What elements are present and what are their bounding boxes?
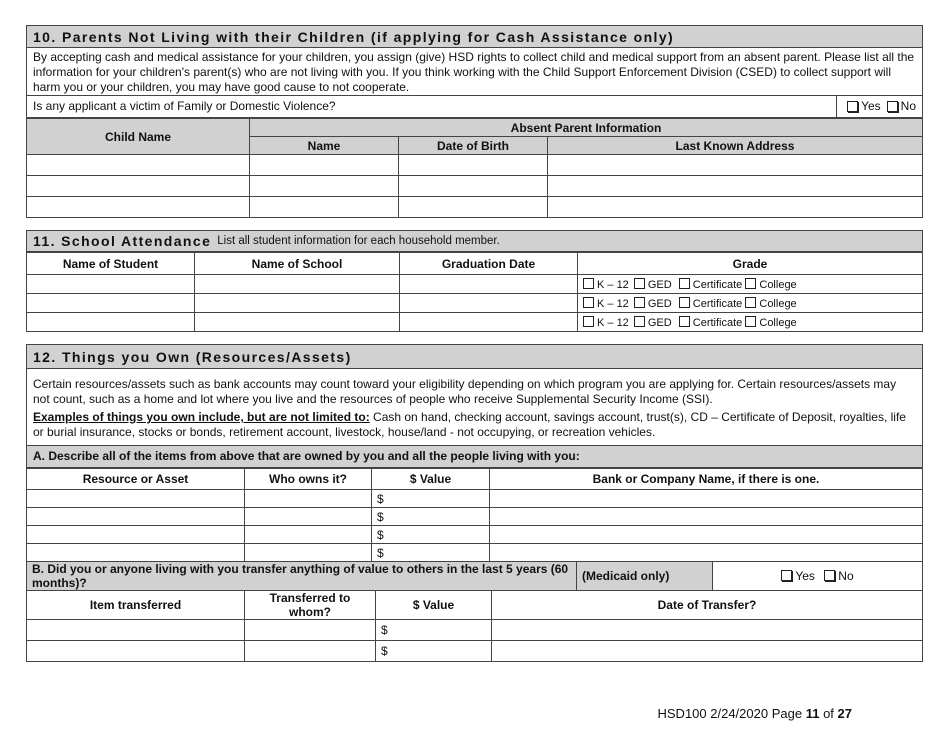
section-12-heading xyxy=(26,344,923,369)
table-row xyxy=(27,176,923,197)
cert-checkbox[interactable] xyxy=(679,316,690,327)
ged-checkbox[interactable] xyxy=(634,316,645,327)
table-row: $ xyxy=(27,641,923,662)
table-row: $ xyxy=(27,508,923,526)
table-row: $ xyxy=(27,620,923,641)
examples-label: Examples of things you own include, but are not limited to: xyxy=(33,410,370,424)
section-12-title: 12. Things you Own (Resources/Assets) xyxy=(33,348,352,365)
table-row: $ xyxy=(27,490,923,508)
section-11-subtitle: List all student information for each household member. xyxy=(217,235,500,247)
college-checkbox[interactable] xyxy=(745,297,756,308)
table-row xyxy=(27,313,923,332)
col-owner: Who owns it? xyxy=(245,469,372,490)
section-11-title: 11. School Attendance xyxy=(33,233,212,249)
table-row: $ xyxy=(27,544,923,562)
col-absent-parent: Absent Parent Information xyxy=(250,119,923,137)
col-resource: Resource or Asset xyxy=(27,469,245,490)
college-checkbox[interactable] xyxy=(745,316,756,327)
transfer-question xyxy=(26,562,923,591)
violence-yes-checkbox[interactable] xyxy=(847,101,858,112)
section-12-description xyxy=(26,369,923,446)
col-parent-name: Name xyxy=(250,137,399,155)
table-row xyxy=(27,155,923,176)
transfers-table xyxy=(26,591,923,662)
violence-options xyxy=(836,96,916,118)
section-11-heading xyxy=(26,230,923,252)
violence-question: Is any applicant a victim of Family or Domestic Violence? xyxy=(33,99,336,113)
transfer-yes-checkbox[interactable] xyxy=(781,570,792,581)
col-grad: Graduation Date xyxy=(400,253,578,275)
col-date: Date of Transfer? xyxy=(492,591,923,620)
col-grade: Grade xyxy=(578,253,923,275)
table-row xyxy=(27,197,923,218)
violence-question-row xyxy=(26,96,923,118)
col-bank: Bank or Company Name, if there is one. xyxy=(490,469,923,490)
k12-checkbox[interactable] xyxy=(583,297,594,308)
section-11 xyxy=(26,230,923,332)
grade-options: K – 12 GED Certificate College xyxy=(578,275,923,294)
col-child-name: Child Name xyxy=(27,119,250,155)
transfer-no-checkbox[interactable] xyxy=(824,570,835,581)
col-student: Name of Student xyxy=(27,253,195,275)
assets-table xyxy=(26,468,923,562)
section-12-para: Certain resources/assets such as bank accounts may count toward your eligibility depending on which program you are applying for. Certain resources/assets may not count, such as a home and lot where you live and the resources of people who receive Supplemental Security Income (SSI). xyxy=(33,377,897,406)
section-10-title: 10. Parents Not Living with their Children (if applying for Cash Assistance only) xyxy=(33,28,675,45)
part-b-question: B. Did you or anyone living with you transfer anything of value to others in the last 5 years (60 months)? xyxy=(27,562,577,591)
ged-checkbox[interactable] xyxy=(634,297,645,308)
violence-no-label: No xyxy=(900,99,916,113)
footer-form: HSD100 2/24/2020 Page xyxy=(657,706,803,721)
college-checkbox[interactable] xyxy=(745,278,756,289)
col-item: Item transferred xyxy=(27,591,245,620)
table-row xyxy=(27,294,923,313)
school-table xyxy=(26,252,923,332)
footer-page: 11 xyxy=(805,706,820,721)
cert-checkbox[interactable] xyxy=(679,278,690,289)
violence-yes-label: Yes xyxy=(861,99,881,113)
page-footer xyxy=(658,706,853,721)
grade-options: K – 12 GED Certificate College xyxy=(578,294,923,313)
grade-options: K – 12 GED Certificate College xyxy=(578,313,923,332)
part-a-heading: A. Describe all of the items from above that are owned by you and all the people living with you: xyxy=(26,446,923,468)
table-row xyxy=(27,275,923,294)
col-school: Name of School xyxy=(195,253,400,275)
section-10 xyxy=(26,25,923,218)
section-10-intro: By accepting cash and medical assistance for your children, you assign (give) HSD rights to collect child and medical support from an absent parent. Please list all the information for your children's parent(s) who are not living with you. If you think working with the Child Support Enforcement Division (CSED) to collect support will harm you or your children, you may have good cause to not cooperate. xyxy=(26,48,923,96)
ged-checkbox[interactable] xyxy=(634,278,645,289)
section-12-examples xyxy=(33,410,916,440)
medicaid-only: (Medicaid only) xyxy=(577,562,713,591)
section-10-heading xyxy=(26,25,923,48)
examples-text: Cash on hand, checking account, savings account, trust(s), CD – Certificate of Deposit, royalties, life or burial insurance, stocks or bonds, retirement account, livestock, house/land - not occupying, or recreation vehicles. xyxy=(33,410,906,439)
absent-parent-table xyxy=(26,118,923,218)
section-12 xyxy=(26,344,923,662)
col-dob: Date of Birth xyxy=(399,137,548,155)
cert-checkbox[interactable] xyxy=(679,297,690,308)
transfer-options: Yes No xyxy=(713,562,923,591)
violence-no-checkbox[interactable] xyxy=(887,101,898,112)
footer-total: 27 xyxy=(837,706,852,721)
k12-checkbox[interactable] xyxy=(583,316,594,327)
footer-of: of xyxy=(823,706,834,721)
col-address: Last Known Address xyxy=(548,137,923,155)
col-value: $ Value xyxy=(372,469,490,490)
col-transfer-value: $ Value xyxy=(376,591,492,620)
col-to: Transferred to whom? xyxy=(245,591,376,620)
table-row: $ xyxy=(27,526,923,544)
k12-checkbox[interactable] xyxy=(583,278,594,289)
